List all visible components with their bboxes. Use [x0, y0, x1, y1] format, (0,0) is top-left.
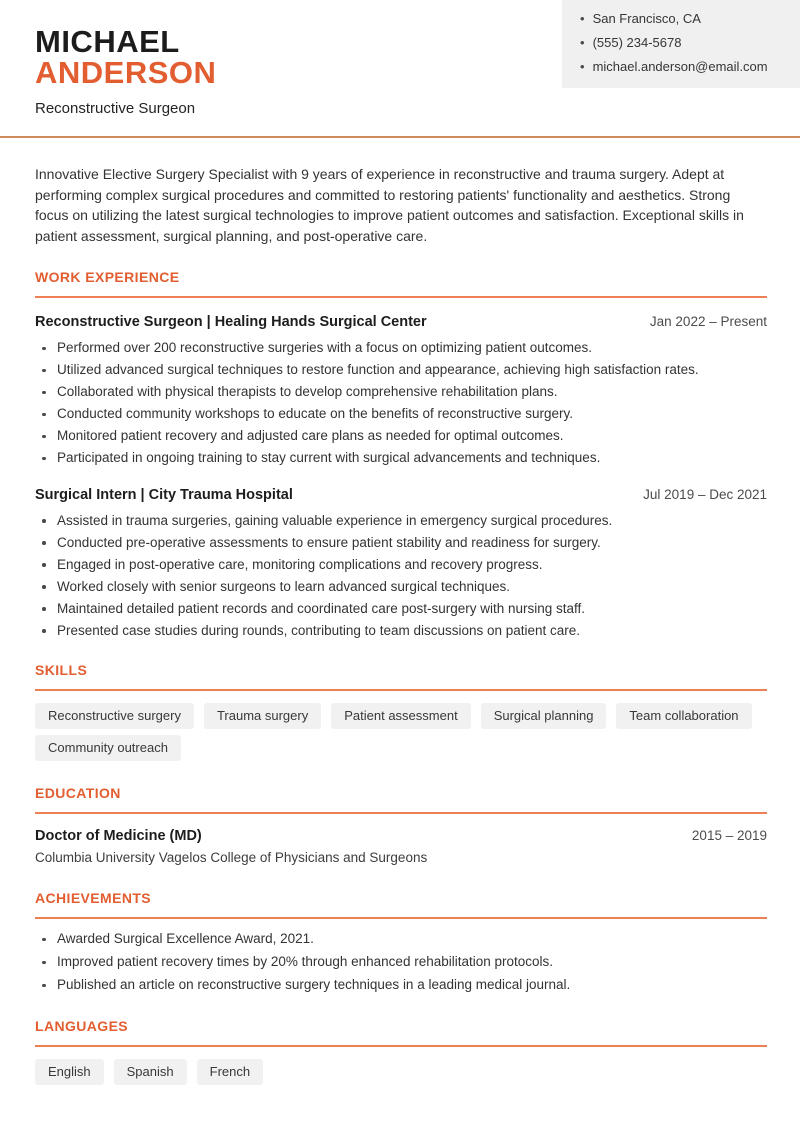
job-bullet-list [35, 341, 767, 466]
contact-item-text: San Francisco, CA [592, 11, 701, 26]
bullet-dot-icon [42, 391, 46, 395]
header-divider [0, 136, 800, 138]
section-rule [35, 917, 767, 919]
list-item [35, 558, 767, 573]
list-item [35, 580, 767, 595]
contact-item [580, 59, 784, 75]
education-dates: 2015 – 2019 [691, 828, 767, 843]
language-tag-list [35, 1059, 767, 1085]
contact-item-text: (555) 234-5678 [592, 35, 682, 50]
section-heading: WORK EXPERIENCE [35, 269, 180, 285]
section-rule [35, 296, 767, 298]
skill-tag: Patient assessment [331, 703, 470, 729]
list-item-text: Assisted in trauma surgeries, gaining valuable experience in emergency surgical procedures. [57, 512, 613, 528]
language-tag: English [35, 1059, 104, 1085]
list-item-text: Performed over 200 reconstructive surgeries with a focus on optimizing patient outcomes. [57, 340, 593, 355]
last-name: ANDERSON [35, 55, 217, 90]
first-name: MICHAEL [35, 24, 180, 59]
skill-tag-list [35, 703, 767, 761]
candidate-job-title: Reconstructive Surgeon [35, 100, 196, 117]
skill-tag: Trauma surgery [204, 703, 321, 729]
resume-header [35, 0, 767, 118]
job-title-text: Surgical Intern | City Trauma Hospital [35, 486, 293, 503]
list-item-text: Participated in ongoing training to stay current with surgical advancements and techniques. [57, 450, 601, 465]
job-entry-header [35, 486, 767, 504]
list-item [35, 602, 767, 617]
list-item-text: Collaborated with physical therapists to develop comprehensive rehabilitation plans. [57, 384, 558, 399]
contact-item [580, 11, 784, 27]
job-entry-header [35, 313, 767, 331]
list-item [35, 429, 767, 444]
section-skills [35, 662, 767, 761]
bullet-dot-icon [42, 369, 46, 373]
bullet-dot-icon [42, 347, 46, 351]
skill-tag: Reconstructive surgery [35, 703, 194, 729]
list-item-text: Presented case studies during rounds, contributing to team discussions on patient care. [57, 622, 581, 638]
list-item-text: Improved patient recovery times by 20% through enhanced rehabilitation protocols. [57, 954, 554, 969]
list-item [35, 407, 767, 422]
list-item [35, 536, 767, 551]
language-tag: French [197, 1059, 263, 1085]
list-item [35, 624, 767, 639]
list-item-text: Monitored patient recovery and adjusted care plans as needed for optimal outcomes. [57, 428, 564, 443]
bullet-dot-icon [42, 413, 46, 417]
section-languages [35, 1018, 767, 1085]
section-achievements [35, 890, 767, 993]
bullet-dot-icon [42, 563, 46, 567]
list-item [35, 341, 767, 356]
job-bullet-list [35, 514, 767, 639]
section-heading: ACHIEVEMENTS [35, 890, 152, 906]
section-rule [35, 689, 767, 691]
skill-tag: Team collaboration [616, 703, 751, 729]
bullet-dot-icon [42, 519, 46, 523]
achievement-list [35, 932, 767, 993]
job-dates: Jan 2022 – Present [649, 314, 767, 329]
list-item-text: Conducted community workshops to educate on the benefits of reconstructive surgery. [57, 406, 574, 421]
list-item-text: Published an article on reconstructive surgery techniques in a leading medical journal. [57, 977, 571, 992]
bullet-dot-icon [42, 629, 46, 633]
list-item [35, 978, 767, 993]
section-rule [35, 1045, 767, 1047]
degree-text: Doctor of Medicine (MD) [35, 828, 202, 844]
section-education [35, 785, 767, 865]
bullet-dot-icon [42, 961, 46, 965]
list-item [35, 363, 767, 378]
bullet-dot-icon [42, 607, 46, 611]
bullet-dot-icon [42, 457, 46, 461]
list-item-text: Engaged in post-operative care, monitoring complications and recovery progress. [57, 556, 543, 572]
list-item-text: Awarded Surgical Excellence Award, 2021. [57, 931, 314, 946]
list-item [35, 385, 767, 400]
summary-text: Innovative Elective Surgery Specialist with 9 years of experience in reconstructive and trauma surgery. Adept at performing complex surgical procedures and committed to restoring patients' functionality and aesthetics. Strong focus on utilizing the latest surgical technologies to improve patient outcomes and satisfaction. Exceptional skills in patient assessment, surgical planning, and post-operative care. [35, 166, 744, 244]
contact-item [580, 35, 784, 51]
language-tag: Spanish [114, 1059, 187, 1085]
list-item [35, 451, 767, 466]
list-item [35, 514, 767, 529]
school-name: Columbia University Vagelos College of Physicians and Surgeons [35, 850, 428, 865]
list-item-text: Maintained detailed patient records and coordinated care post-surgery with nursing staff. [57, 600, 586, 616]
education-entry-header [35, 827, 767, 845]
education-entry [35, 827, 767, 865]
list-item [35, 932, 767, 947]
job-entry [35, 486, 767, 639]
bullet-dot-icon [42, 938, 46, 942]
bullet-dot-icon: • [580, 11, 585, 26]
bullet-dot-icon: • [580, 59, 585, 74]
list-item-text: Conducted pre-operative assessments to ensure patient stability and readiness for surgery. [57, 534, 601, 550]
bullet-dot-icon [42, 585, 46, 589]
bullet-dot-icon [42, 984, 46, 988]
bullet-dot-icon [42, 541, 46, 545]
job-dates: Jul 2019 – Dec 2021 [643, 486, 767, 502]
skill-tag: Community outreach [35, 735, 181, 761]
contact-card [562, 0, 800, 88]
section-rule [35, 812, 767, 814]
section-heading: EDUCATION [35, 785, 121, 801]
bullet-dot-icon: • [580, 35, 585, 50]
skill-tag: Surgical planning [481, 703, 607, 729]
list-item-text: Utilized advanced surgical techniques to restore function and appearance, achieving high satisfaction rates. [57, 362, 699, 377]
contact-item-text: michael.anderson@email.com [592, 59, 768, 74]
list-item [35, 955, 767, 970]
section-heading: LANGUAGES [35, 1017, 129, 1034]
section-heading: SKILLS [35, 662, 88, 678]
list-item-text: Worked closely with senior surgeons to learn advanced surgical techniques. [57, 578, 510, 594]
bullet-dot-icon [42, 435, 46, 439]
job-title-text: Reconstructive Surgeon | Healing Hands Surgical Center [35, 314, 427, 330]
section-work-experience [35, 269, 767, 638]
job-entry [35, 313, 767, 466]
